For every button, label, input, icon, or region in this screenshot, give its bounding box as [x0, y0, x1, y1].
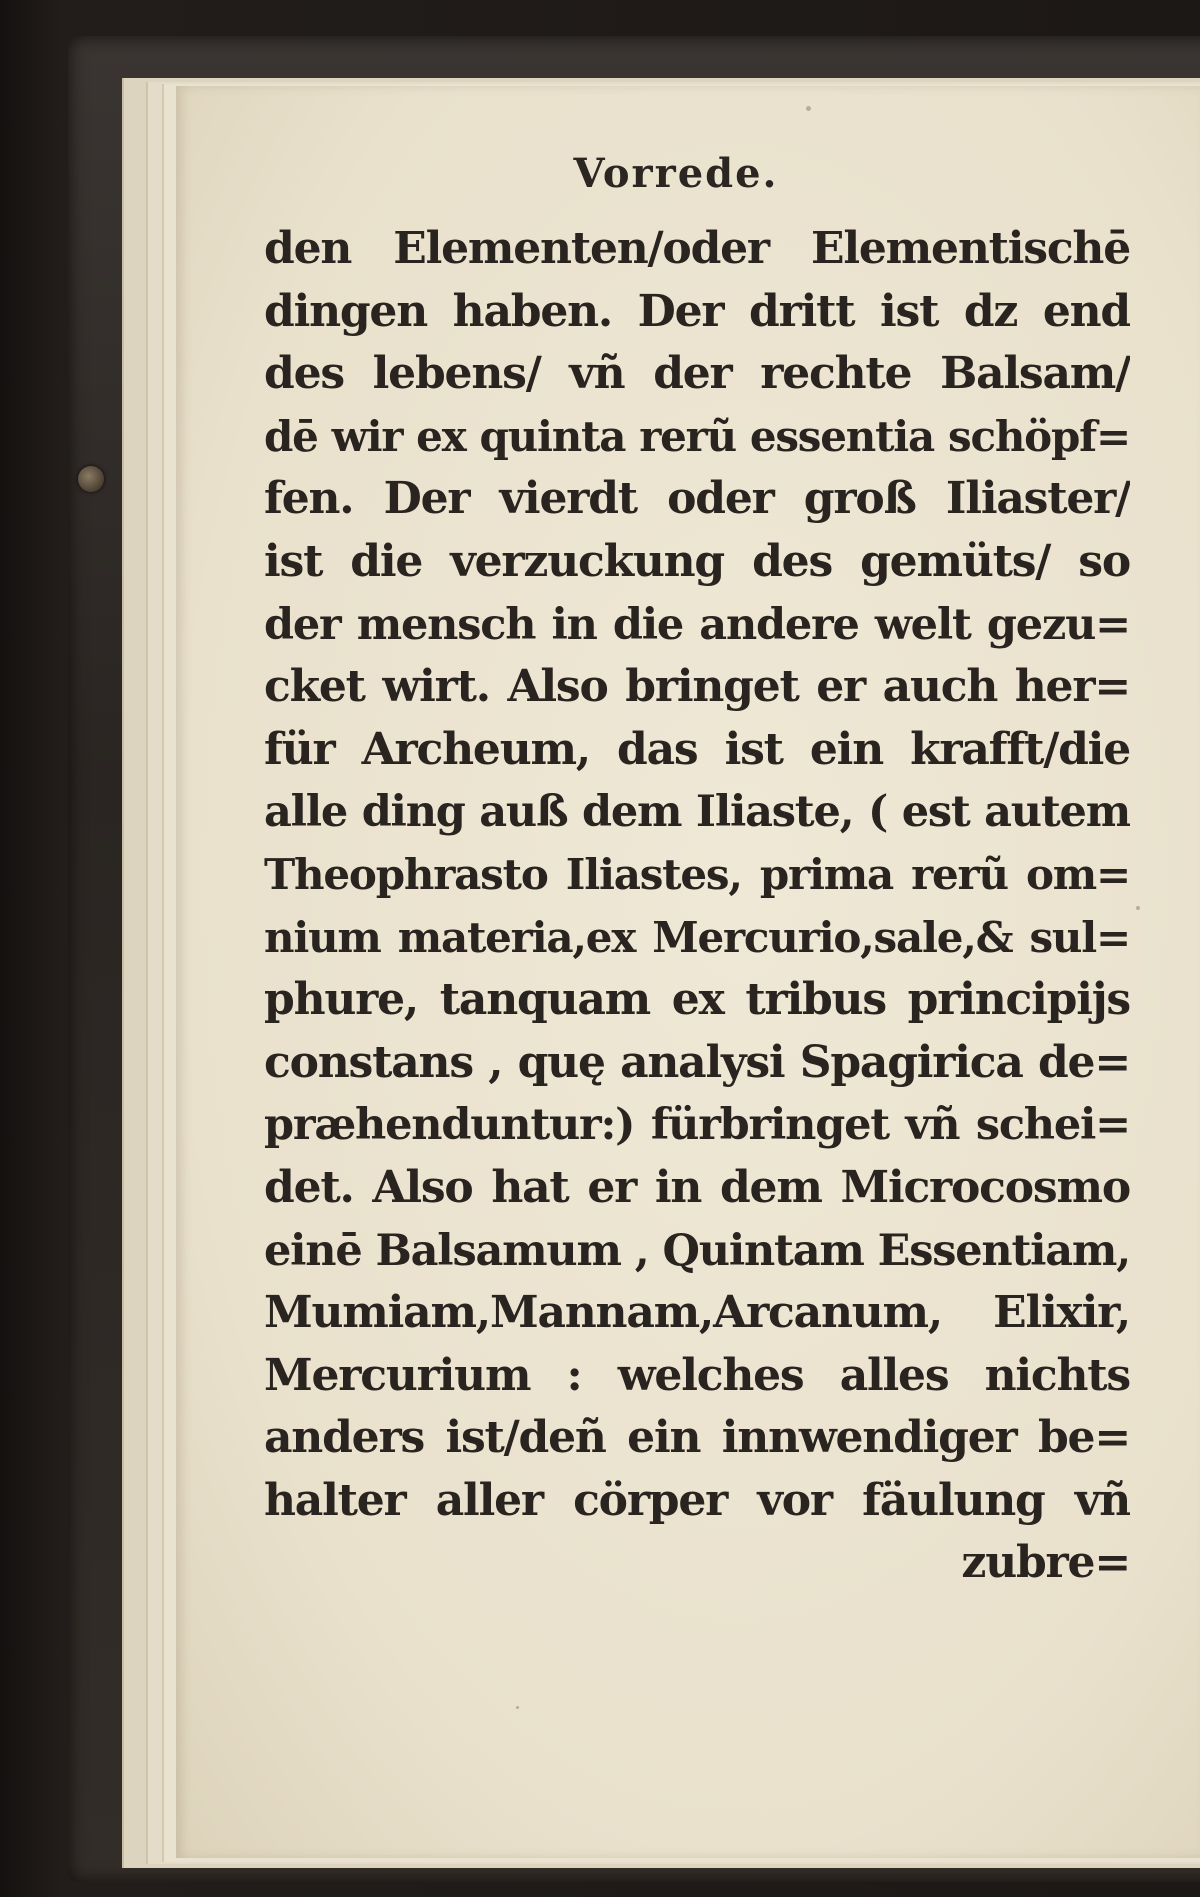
text-line: fen. Der vierdt oder groß Iliaster/ [264, 473, 1130, 525]
book-page [176, 86, 1200, 1858]
text-line: præhenduntur:) fürbringet vñ schei= [264, 1100, 1130, 1151]
text-line: anders ist/deñ ein innwendiger be= [264, 1412, 1130, 1464]
text-line: des lebens/ vñ der rechte Balsam/ [264, 348, 1130, 400]
paper-speck [1136, 906, 1140, 910]
text-line: ist die verzuckung des gemüts/ so [264, 535, 1130, 587]
text-line: dē wir ex quinta rerũ essentia schöpf= [264, 411, 1130, 461]
paper-speck [516, 1706, 519, 1709]
text-line: Theophrasto Iliastes, prima rerũ om= [264, 849, 1130, 899]
running-head: Vorrede. [573, 150, 779, 197]
text-line: der mensch in die andere welt gezu= [264, 599, 1130, 650]
text-line: det. Also hat er in dem Microcosmo [264, 1161, 1130, 1213]
text-line: dingen haben. Der dritt ist dz end [264, 285, 1130, 337]
text-line: für Archeum, das ist ein krafft/die [264, 723, 1130, 775]
text-line: phure, tanquam ex tribus principijs [264, 974, 1130, 1026]
paper-speck [806, 106, 811, 111]
catchword: zubre= [961, 1537, 1130, 1589]
text-line: cket wirt. Also bringet er auch her= [264, 661, 1130, 713]
binding-clasp [78, 466, 104, 492]
text-line: den Elementen/oder Elementischē [264, 223, 1130, 274]
text-line: halter aller cörper vor fäulung vñ [264, 1474, 1130, 1526]
text-line: constans , quę analysi Spagirica de= [264, 1036, 1130, 1088]
text-line: Mumiam,Mannam,Arcanum, Elixir, [264, 1287, 1130, 1339]
body-text [264, 218, 1130, 1595]
text-line: alle ding auß dem Iliaste, ( est autem [264, 787, 1130, 838]
text-line: nium materia,ex Mercurio,sale,& sul= [264, 912, 1130, 962]
text-line: einē Balsamum , Quintam Essentiam, [264, 1225, 1130, 1276]
text-line: Mercurium : welches alles nichts [264, 1349, 1130, 1401]
